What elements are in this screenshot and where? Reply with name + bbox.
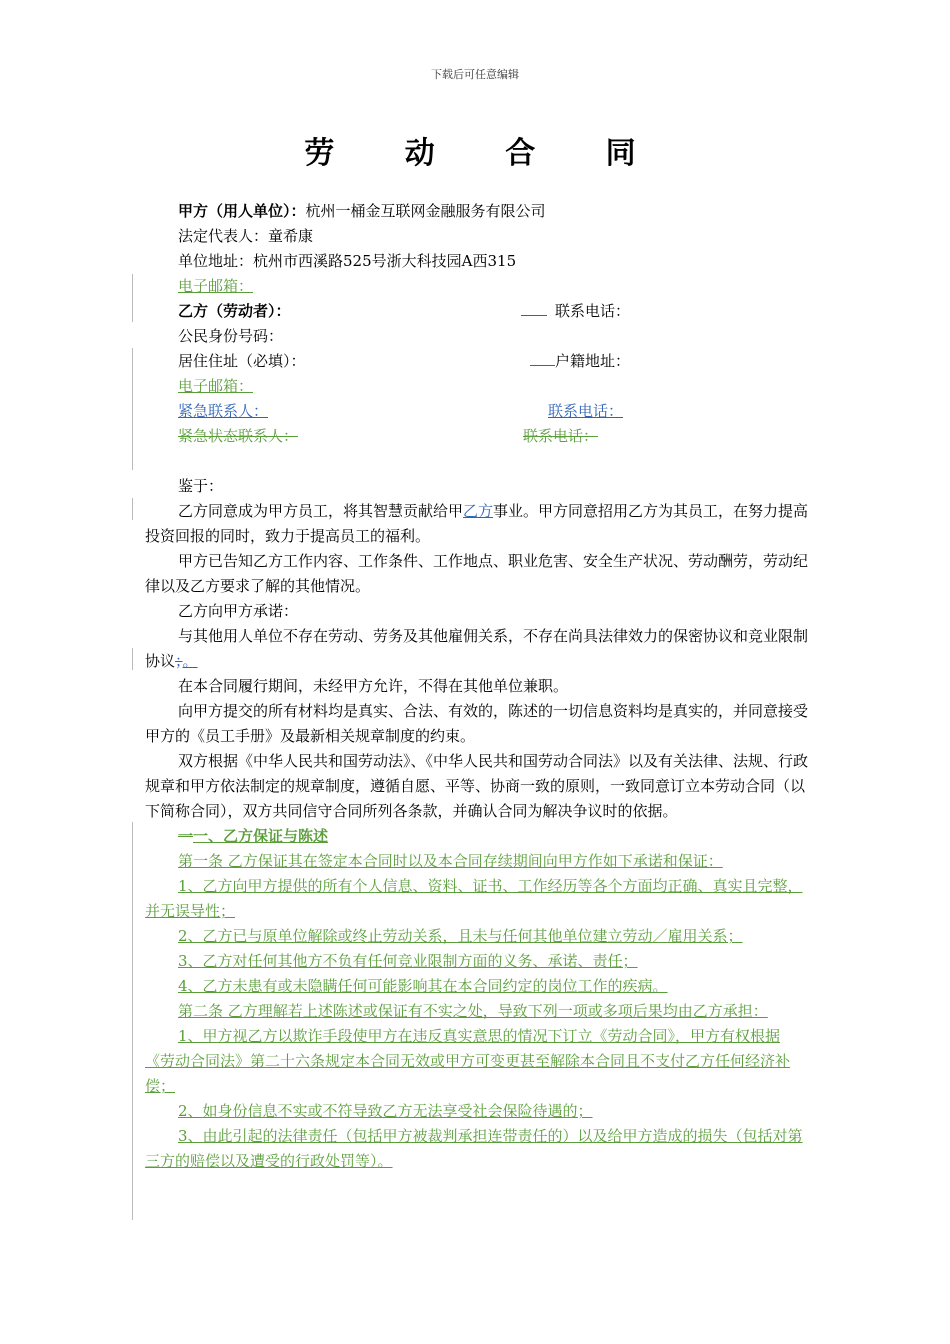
section1-heading: 一一、乙方保证与陈述 — [178, 827, 329, 845]
change-bar — [132, 822, 133, 1220]
article1: 第一条 乙方保证其在签定本合同时以及本合同存续期间向甲方作如下承诺和保证： — [178, 852, 723, 870]
article2-item3: 3、由此引起的法律责任（包括甲方被裁判承担连带责任的）以及给甲方造成的损失（包括对第三方的赔偿以及遭受的行政处罚等）。 — [145, 1127, 803, 1170]
article1-item2: 2、乙方已与原单位解除或终止劳动关系，且未与任何其他单位建立劳动／雇用关系； — [178, 927, 743, 945]
preamble-p2: 甲方已告知乙方工作内容、工作条件、工作地点、职业危害、安全生产状况、劳动酬劳，劳动纪律以及乙方要求了解的其他情况。 — [145, 552, 809, 595]
preamble-p3: 乙方向甲方承诺： — [178, 602, 299, 620]
party-a-email-line: 电子邮箱： — [178, 277, 254, 295]
address-line: 单位地址：杭州市西溪路525号浙大科技园A西315 — [178, 252, 517, 270]
article2-item2: 2、如身份信息不实或不符导致乙方无法享受社会保险待遇的； — [178, 1102, 593, 1120]
legal-rep-line: 法定代表人：童希康 — [178, 227, 314, 245]
change-bar — [132, 648, 133, 670]
article1-item3: 3、乙方对任何其他方不负有任何竞业限制方面的义务、承诺、责任； — [178, 952, 638, 970]
emergency-contact-line: 紧急联系人： 联系电话： — [178, 402, 624, 420]
preamble-p7: 双方根据《中华人民共和国劳动法》、《中华人民共和国劳动合同法》以及有关法律、法规、行政规章和甲方依法制定的规章制度，遵循自愿、平等、协商一致的原则，一致同意订立本劳动合同（以下简称合同），双方共同信守合同所列各条款，并确认合同为解决争议时的依据。 — [145, 752, 809, 820]
party-b-line: 乙方（劳动者）： 联系电话： — [145, 299, 810, 324]
article2-item1: 1、甲方视乙方以欺诈手段使甲方在违反真实意思的情况下订立《劳动合同》，甲方有权根据《劳动合同法》第二十六条规定本合同无效或甲方可变更甚至解除本合同且不支付乙方任何经济补偿； — [145, 1027, 791, 1095]
residence-line: 居住住址（必填）： 户籍地址： — [145, 349, 810, 374]
article1-item1: 1、乙方向甲方提供的所有个人信息、资料、证书、工作经历等各个方面均正确、真实且完整，并无误导性； — [145, 877, 803, 920]
preamble-p6: 向甲方提交的所有材料均是真实、合法、有效的，陈述的一切信息资料均是真实的，并同意接受甲方的《员工手册》及最新相关规章制度的约束。 — [145, 702, 809, 745]
preamble-p4: 与其他用人单位不存在劳动、劳务及其他雇佣关系，不存在尚具法律效力的保密协议和竞业限制协议；。 — [145, 627, 809, 670]
page-header-note: 下载后可任意编辑 — [431, 68, 519, 81]
change-bar — [132, 498, 133, 520]
whereas-line: 鉴于： — [178, 477, 224, 495]
preamble-p1: 乙方同意成为甲方员工，将其智慧贡献给甲乙方事业。甲方同意招用乙方为其员工，在努力提高投资回报的同时，致力于提高员工的福利。 — [145, 502, 809, 545]
id-number-line: 公民身份号码： — [178, 327, 284, 345]
change-bar — [132, 274, 133, 322]
preamble-p5: 在本合同履行期间，未经甲方允许，不得在其他单位兼职。 — [178, 677, 569, 695]
change-bar — [132, 348, 133, 470]
article2: 第二条 乙方理解若上述陈述或保证有不实之处，导致下列一项或多项后果均由乙方承担： — [178, 1002, 768, 1020]
party-b-email-line: 电子邮箱： — [178, 377, 254, 395]
document-title: 劳 动 合 同 — [304, 136, 666, 171]
document-body — [145, 199, 810, 1174]
emergency-contact-deleted-line: 紧急状态联系人： 联系电话： — [178, 427, 599, 445]
party-a-line: 甲方（用人单位）：杭州一桶金互联网金融服务有限公司 — [178, 202, 546, 220]
article1-item4: 4、乙方未患有或未隐瞒任何可能影响其在本合同约定的岗位工作的疾病。 — [178, 977, 668, 995]
